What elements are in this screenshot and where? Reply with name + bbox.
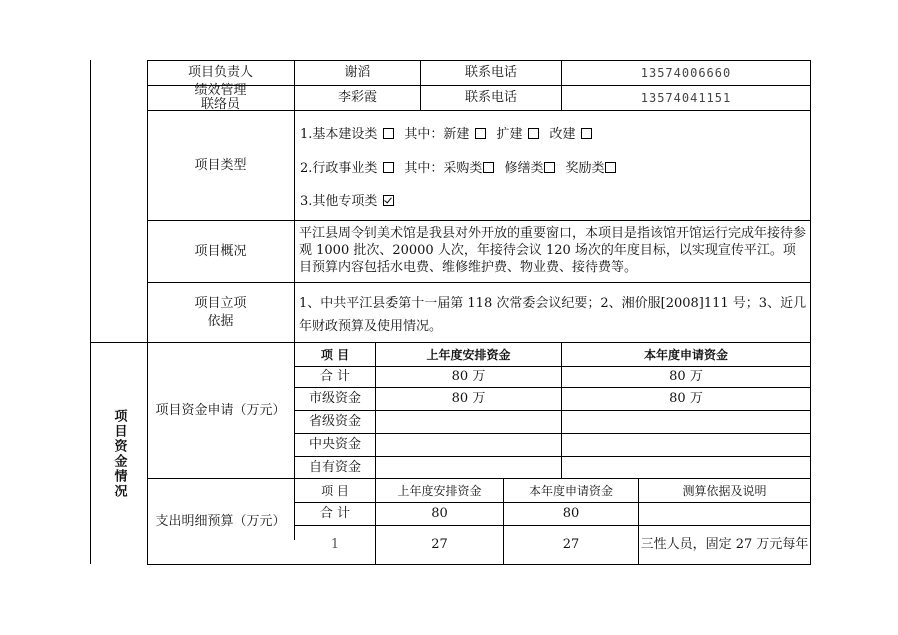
- funding-section-label-wrap: [90, 343, 147, 564]
- basis-label: [147, 283, 294, 342]
- leader-phone: 13574006660: [640, 66, 732, 80]
- expense-header-note: 测算依据及说明: [682, 483, 767, 498]
- project-type-label: 项目类型: [194, 157, 247, 173]
- contact-label-line2: 联络员: [200, 97, 240, 112]
- basis-label-line2: 依据: [207, 313, 234, 329]
- overview-text: 平江县周令钊美术馆是我县对外开放的重要窗口，本项目是指该馆开馆运行完成年接待参观 1000 批次、20000 人次，年接待会议 120 场次的年度目标，以实现宣传平江。项目预算内容包括水电费、维修维护费、物业费、接待费等。: [299, 226, 807, 275]
- expense-row-name: 合 计: [319, 506, 351, 521]
- type3-checked-checkbox-icon[interactable]: [383, 195, 394, 206]
- expense-row-name: 1: [330, 537, 340, 552]
- funding-header-item: 项 目: [320, 347, 350, 362]
- funding-row-last: [376, 411, 561, 433]
- type2-opt3-checkbox-icon[interactable]: [605, 162, 616, 173]
- funding-row-last: [376, 434, 561, 456]
- type1-opt2: 扩建: [496, 127, 523, 142]
- expense-header-this: 本年度申请资金: [528, 483, 613, 498]
- expense-row-this: 80: [562, 506, 580, 521]
- type1-opt1-checkbox-icon[interactable]: [475, 128, 486, 139]
- funding-row-name: 合 计: [319, 369, 351, 384]
- expense-label: 支出明细预算（万元）: [155, 513, 286, 529]
- leader-name: 谢滔: [344, 65, 371, 80]
- type1-mid: 其中：: [404, 127, 444, 142]
- project-type-line1: [300, 126, 805, 143]
- type1-title: 1.基本建设类: [300, 127, 378, 142]
- basis-label-line1: 项目立项: [194, 295, 247, 311]
- contact-label-line1: 绩效管理: [194, 83, 247, 98]
- table-border-right: [810, 60, 811, 564]
- overview-label: 项目概况: [194, 243, 247, 259]
- type1-opt1: 新建: [443, 127, 470, 142]
- type2-title: 2.行政事业类: [300, 161, 378, 176]
- expense-row-last: 27: [431, 537, 448, 552]
- funding-row-last: 80 万: [451, 369, 486, 384]
- expense-row-note: 三性人员，固定 27 万元每年: [640, 537, 809, 552]
- type2-opt1-checkbox-icon[interactable]: [483, 162, 494, 173]
- type2-opt2: 修缮类: [504, 161, 544, 176]
- type2-opt3: 奖励类: [565, 161, 605, 176]
- type2-opt2-checkbox-icon[interactable]: [544, 162, 555, 173]
- type1-checkbox-icon[interactable]: [383, 128, 394, 139]
- project-type-line2: [300, 160, 805, 177]
- type1-opt3: 改建: [549, 127, 576, 142]
- funding-row-this: 80 万: [669, 369, 703, 384]
- type2-checkbox-icon[interactable]: [383, 162, 394, 173]
- funding-section-label: 项目资金情况: [111, 408, 127, 499]
- leader-label: 项目负责人: [187, 65, 253, 80]
- type2-opt1: 采购类: [443, 161, 483, 176]
- project-type-line3: [300, 193, 805, 210]
- type1-opt3-checkbox-icon[interactable]: [581, 128, 592, 139]
- expense-header-last: 上年度安排资金: [397, 483, 482, 498]
- type1-opt2-checkbox-icon[interactable]: [528, 128, 539, 139]
- type2-mid: 其中：: [404, 161, 444, 176]
- type3-title: 3.其他专项类: [300, 194, 378, 209]
- basis-text: 1、中共平江县委第十一届第 118 次常委会议纪要；2、湘价服[2008]111 号；3、近几年财政预算及使用情况。: [299, 296, 807, 334]
- funding-row-this: [562, 434, 810, 456]
- contact-label: [147, 83, 294, 112]
- expense-row-last: 80: [431, 506, 448, 521]
- expense-row-this: 27: [562, 537, 580, 552]
- leader-phone-label: 联系电话: [464, 65, 517, 80]
- row-line: [147, 564, 811, 565]
- funding-row-last: 80 万: [451, 391, 486, 406]
- expense-row-note: [639, 503, 810, 525]
- funding-row-name: 中央资金: [308, 437, 361, 452]
- funding-apply-label: 项目资金申请（万元）: [155, 402, 286, 418]
- funding-row-this: [562, 457, 810, 478]
- expense-header-item: 项 目: [321, 483, 349, 498]
- funding-row-name: 省级资金: [308, 414, 361, 429]
- contact-name: 李彩霞: [337, 90, 377, 105]
- funding-header-this: 本年度申请资金: [643, 347, 728, 362]
- contact-phone-label: 联系电话: [464, 90, 517, 105]
- funding-row-this: 80 万: [669, 391, 703, 406]
- funding-row-last: [376, 457, 561, 478]
- funding-header-last: 上年度安排资金: [426, 347, 511, 362]
- funding-row-name: 市级资金: [308, 391, 361, 406]
- funding-row-name: 自有资金: [308, 459, 361, 475]
- funding-row-this: [562, 411, 810, 433]
- contact-phone: 13574041151: [640, 91, 732, 105]
